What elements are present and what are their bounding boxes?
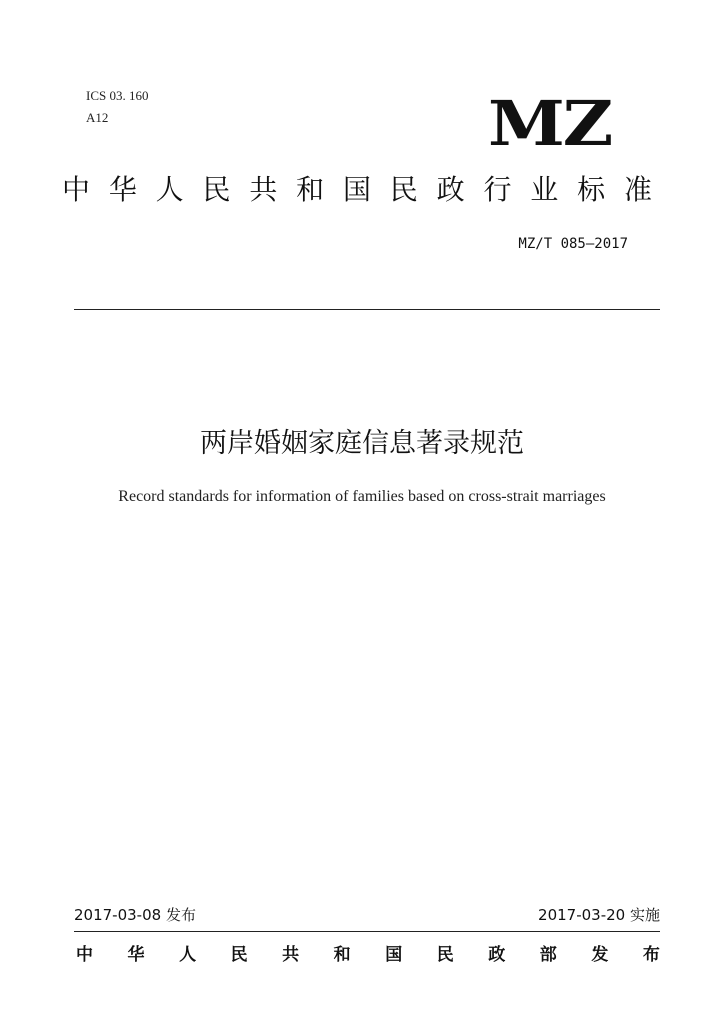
issuer-char: 共 xyxy=(282,945,300,965)
standard-type-char: 华 xyxy=(108,173,137,206)
issuer-char: 部 xyxy=(539,945,557,965)
issuer-char: 发 xyxy=(591,945,609,965)
standard-type-char: 业 xyxy=(530,173,559,206)
implementation-date: 2017-03-20 实施 xyxy=(538,906,660,924)
standard-type-char: 民 xyxy=(389,173,418,206)
standard-type-char: 和 xyxy=(296,173,325,206)
ics-code: ICS 03. 160 xyxy=(86,88,149,103)
standard-type-char: 准 xyxy=(623,173,652,206)
standard-type-char: 民 xyxy=(202,173,231,206)
standard-type-char: 国 xyxy=(342,173,371,206)
issuer-char: 民 xyxy=(230,945,248,965)
issuer-char: 中 xyxy=(76,945,93,965)
title-chinese: 两岸婚姻家庭信息著录规范 xyxy=(200,428,524,459)
issuer-char: 和 xyxy=(333,945,351,965)
standard-type-char: 共 xyxy=(249,173,278,206)
title-english: Record standards for information of families based on cross-strait marriages xyxy=(118,488,606,505)
issuing-authority xyxy=(76,942,660,968)
issuer-char: 民 xyxy=(436,945,454,965)
standard-type-char: 政 xyxy=(436,173,465,206)
issue-date: 2017-03-08 发布 xyxy=(74,906,196,924)
issuer-char: 华 xyxy=(127,945,145,965)
issuer-char: 政 xyxy=(488,945,506,965)
ccs-code: A12 xyxy=(86,110,109,125)
standard-type-heading xyxy=(62,170,652,210)
standard-type-char: 标 xyxy=(577,173,606,206)
standard-type-char: 中 xyxy=(62,173,91,206)
standard-number: MZ/T 085—2017 xyxy=(518,236,628,252)
top-divider xyxy=(74,309,660,310)
standard-type-char: 行 xyxy=(483,173,512,206)
issuer-char: 布 xyxy=(642,945,660,965)
mz-logo: MZ xyxy=(488,87,612,160)
standard-type-char: 人 xyxy=(155,173,184,206)
issuer-char: 国 xyxy=(385,945,403,965)
bottom-divider xyxy=(74,931,660,932)
issuer-char: 人 xyxy=(179,945,197,965)
